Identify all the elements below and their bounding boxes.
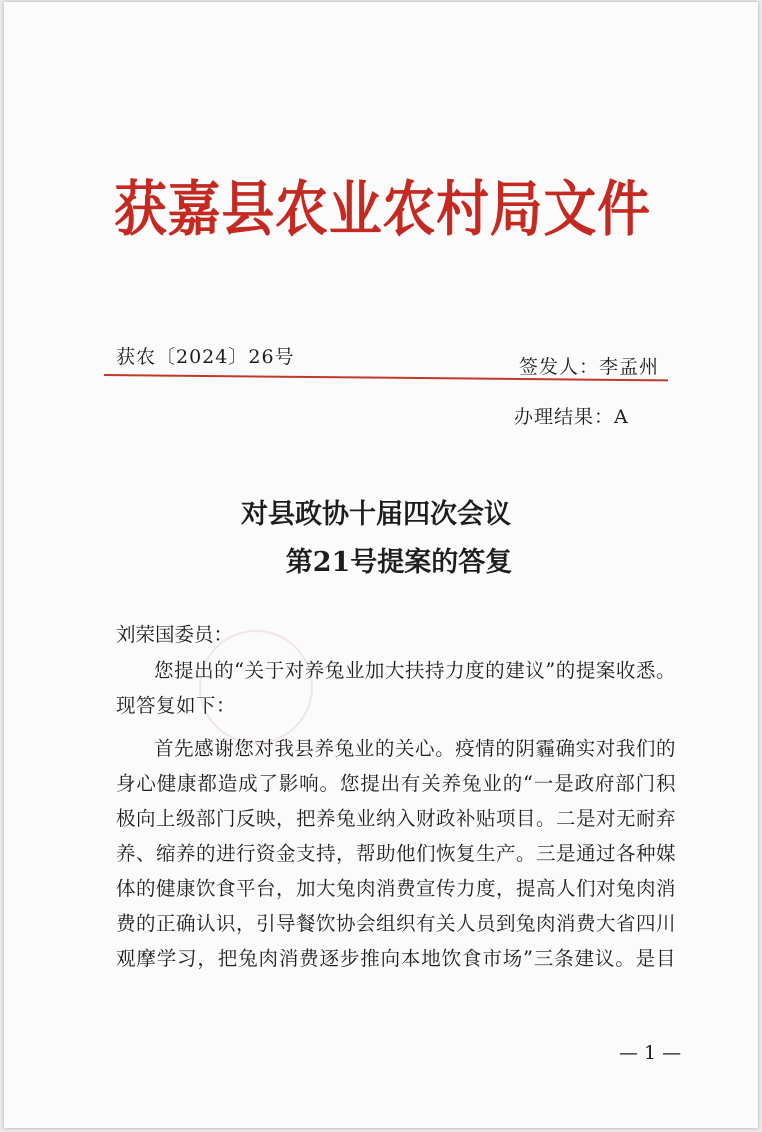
- document-title-line-2: 第21号提案的答复: [285, 547, 513, 578]
- body-line: 现答复如下：: [116, 694, 237, 717]
- body-line: 极向上级部门反映，把养兔业纳入财政补贴项目。二是对无耐弃: [116, 807, 677, 830]
- signer-label: 签发人：李孟州: [519, 356, 660, 378]
- page-number: — 1 —: [619, 1042, 682, 1064]
- body-line: 养、缩养的进行资金支持，帮助他们恢复生产。三是通过各种媒: [116, 842, 677, 865]
- document-number: 获农〔2024〕26号: [116, 346, 295, 368]
- document-page: [4, 2, 758, 1128]
- body-line: 体的健康饮食平台，加大兔肉消费宣传力度，提高人们对兔肉消: [116, 877, 677, 900]
- document-title-line-1: 对县政协十届四次会议: [241, 499, 511, 530]
- body-line: 费的正确认识，引导餐饮协会组织有关人员到兔肉消费大省四川: [116, 912, 677, 935]
- body-line: 首先感谢您对我县养兔业的关心。疫情的阴霾确实对我们的: [154, 737, 676, 760]
- body-line: 观摩学习，把兔肉消费逐步推向本地饮食市场”三条建议。是目: [116, 947, 676, 970]
- body-line: 身心健康都造成了影响。您提出有关养兔业的“一是政府部门积: [116, 772, 676, 795]
- body-line: 您提出的“关于对养兔业加大扶持力度的建议”的提案收悉。: [154, 659, 676, 682]
- issuing-authority-title: 获嘉县农业农村局文件: [114, 175, 651, 245]
- faint-seal-stamp: [199, 630, 313, 744]
- handling-result: 办理结果：A: [514, 406, 629, 428]
- salutation: 刘荣国委员：: [116, 623, 234, 646]
